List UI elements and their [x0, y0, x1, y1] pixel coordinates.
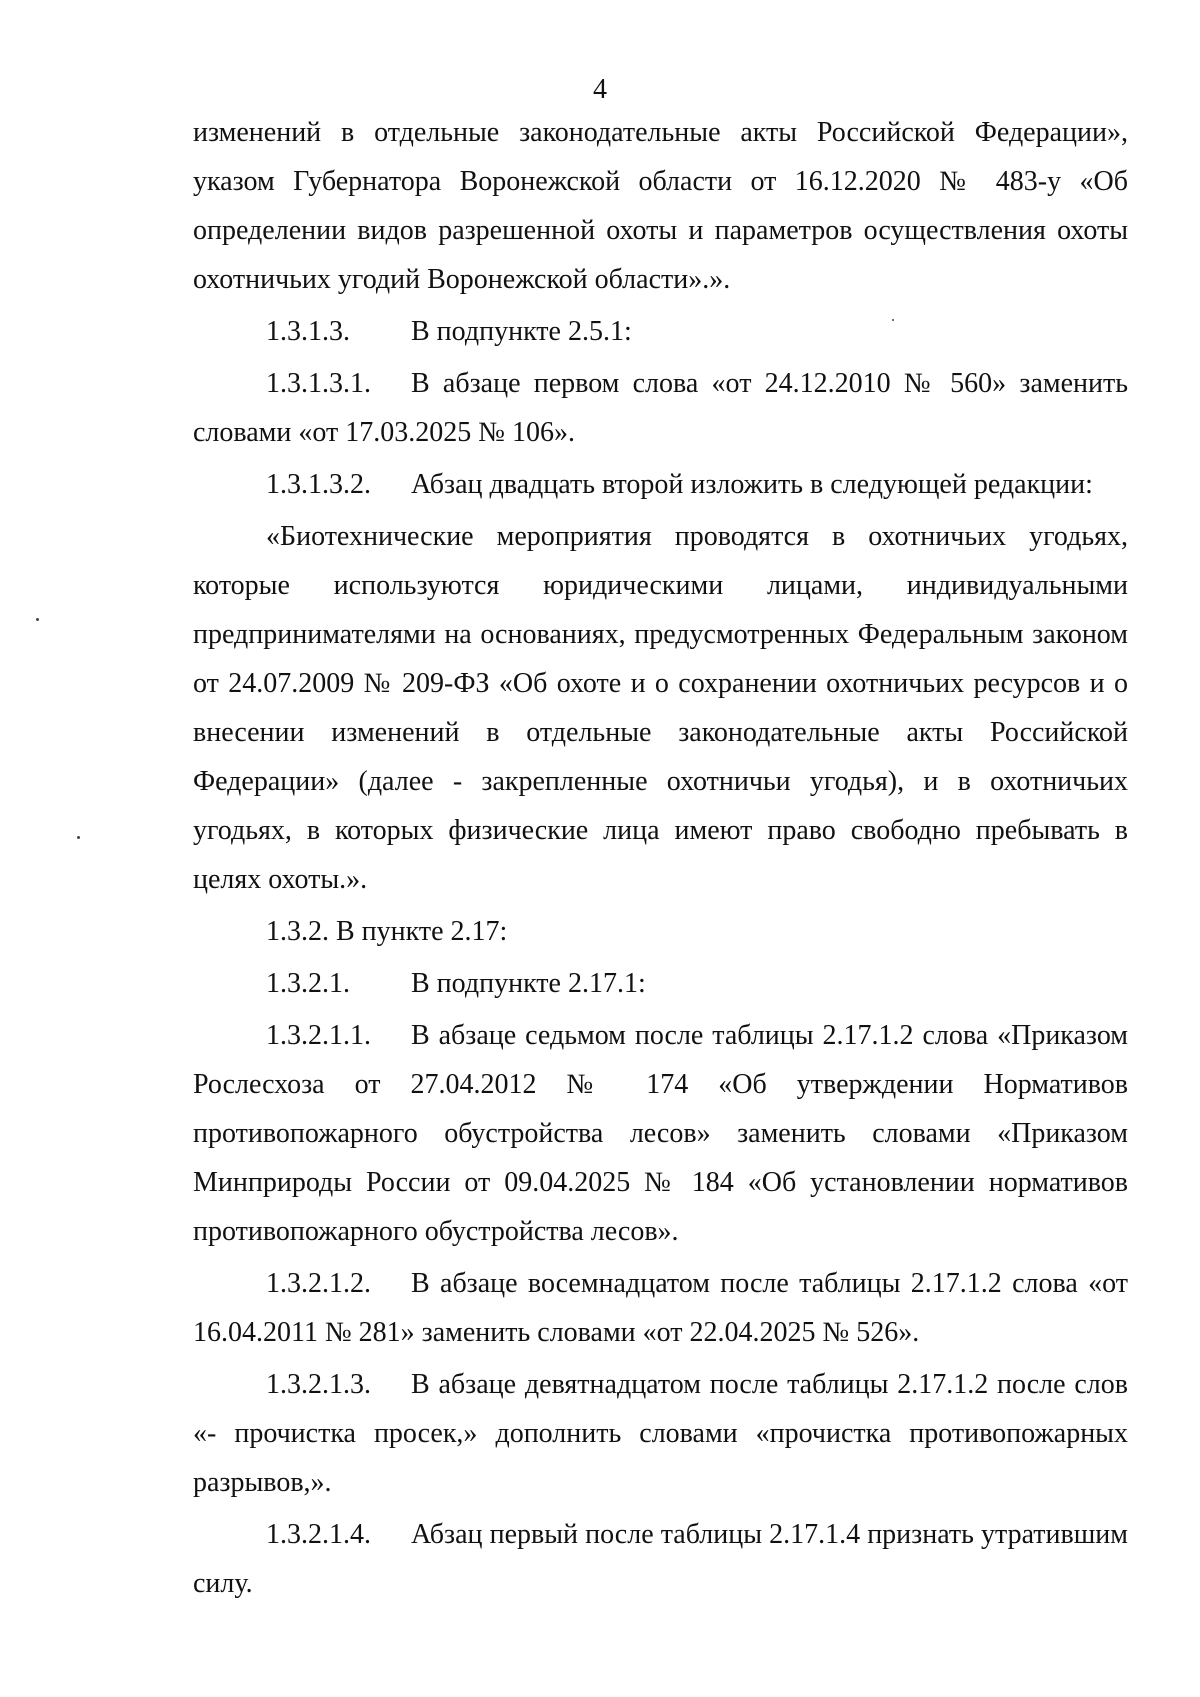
document-body — [193, 108, 1128, 1608]
clause-number: 1.3.1.3.2. — [266, 469, 371, 500]
clause-text: В абзаце девятнадцатом после таблицы 2.17.1.2 после слов «- прочистка просек,» дополнить словами «прочистка противопожарных разрывов,». — [193, 1369, 1128, 1498]
clause-text: В абзаце седьмом после таблицы 2.17.1.2 слова «Приказом Рослесхоза от 27.04.2012 № 174 «Об утверждении Нормативов противопожарного обустройства лесов» заменить словами «Приказом Минприроды России от 09.04.2025 № 184 «Об установлении нормативов противопожарного обустройства лесов». — [193, 1020, 1128, 1247]
paragraph-1-3-2: 1.3.2. В пункте 2.17: — [266, 916, 508, 947]
scan-speck — [892, 319, 894, 321]
clause-text: В подпункте 2.17.1: — [411, 968, 646, 999]
page-number: 4 — [593, 74, 607, 105]
paragraph-1-3-2-1 — [193, 959, 1128, 1008]
clause-text: В абзаце первом слова «от 24.12.2010 № 560» заменить словами «от 17.03.2025 № 106». — [193, 368, 1128, 448]
clause-text: В подпункте 2.5.1: — [411, 316, 632, 347]
paragraph-1-3-1-3-2 — [193, 460, 1128, 509]
paragraph-1-3-2-1-3 — [193, 1360, 1128, 1507]
paragraph-1-3-1-3-1 — [193, 359, 1128, 457]
clause-number: 1.3.1.3. — [266, 316, 350, 347]
clause-text: В абзаце восемнадцатом после таблицы 2.17.1.2 слова «от 16.04.2011 № 281» заменить словами «от 22.04.2025 № 526». — [193, 1268, 1128, 1348]
scan-speck — [77, 836, 80, 839]
clause-text: Абзац первый после таблицы 2.17.1.4 признать утратившим силу. — [193, 1519, 1128, 1599]
clause-text: Абзац двадцать второй изложить в следующей редакции: — [411, 469, 1093, 500]
paragraph-quote: «Биотехнические мероприятия проводятся в охотничьих угодьях, которые используются юридическими лицами, индивидуальными предпринимателями на основаниях, предусмотренных Федеральным законом от 24.07.2009 № 209-ФЗ «Об охоте и о сохранении охотничьих ресурсов и о внесении изменений в отдельные законодательные акты Российской Федерации» (далее - закрепленные охотничьи угодья), и в охотничьих угодьях, в которых физические лица имеют право свободно пребывать в целях охоты.». — [193, 521, 1128, 895]
scan-speck — [36, 618, 39, 621]
paragraph-1-3-2-1-2 — [193, 1259, 1128, 1357]
paragraph-1-3-2-1-1 — [193, 1011, 1128, 1256]
clause-number: 1.3.2.1. — [266, 968, 350, 999]
paragraph-1-3-1-3 — [193, 307, 1128, 356]
paragraph-1-3-2-1-4 — [193, 1510, 1128, 1608]
clause-number: 1.3.2.1.2. — [266, 1268, 371, 1299]
clause-number: 1.3.1.3.1. — [266, 368, 371, 399]
clause-number: 1.3.2.1.3. — [266, 1369, 371, 1400]
clause-number: 1.3.2.1.4. — [266, 1519, 371, 1550]
clause-number: 1.3.2.1.1. — [266, 1020, 371, 1051]
paragraph-continuation: изменений в отдельные законодательные акты Российской Федерации», указом Губернатора Воронежской области от 16.12.2020 № 483-у «Об определении видов разрешенной охоты и параметров осуществления охоты охотничьих угодий Воронежской области».». — [193, 117, 1128, 295]
